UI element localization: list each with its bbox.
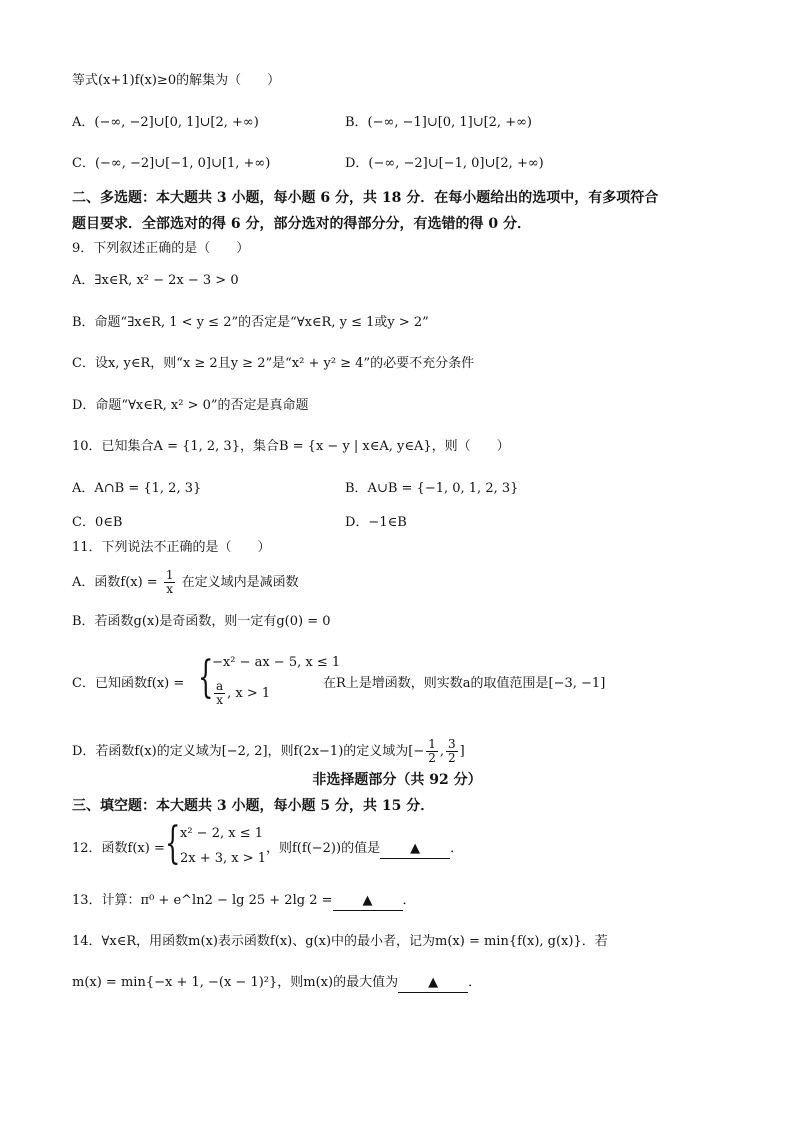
q11-d-denominator2: 2	[448, 751, 456, 765]
q11-a-denominator: x	[166, 582, 174, 596]
q12-answer-blank[interactable]: ▲	[380, 840, 450, 859]
q13-line	[72, 892, 416, 911]
q8-option-c: C．(−∞, −2]∪[−1, 0]∪[1, +∞)	[72, 156, 271, 171]
q10-option-b: B．A∪B = {−1, 0, 1, 2, 3}	[345, 481, 519, 496]
q11-c-brace: {	[198, 652, 214, 703]
q11-option-a	[72, 569, 299, 596]
q10-stem: 10．已知集合A = {1, 2, 3}，集合B = {x − y | x∈A, y∈A}，则（ ）	[72, 439, 510, 454]
q11-d-numerator1: 1	[428, 737, 436, 751]
q11-c-piece2-condition: , x > 1	[227, 686, 271, 701]
q11-c-prefix: C．已知函数f(x) =	[72, 676, 185, 691]
q9-option-c: C．设x, y∈R，则“x ≥ 2且y ≥ 2”是“x² + y² ≥ 4”的必要不充分条件	[72, 356, 475, 371]
q11-a-suffix: 在定义域内是减函数	[181, 575, 299, 590]
q12-suffix	[266, 840, 463, 859]
q13-end: ．	[402, 893, 416, 908]
q12-question: ，则f(f(−2))的值是	[266, 841, 381, 856]
q12-piece2: 2x + 3, x > 1	[180, 851, 267, 866]
q11-c-piece2	[212, 680, 270, 707]
q11-d-suffix: ]	[459, 744, 465, 759]
section3-heading: 三、填空题：本大题共 3 小题，每小题 5 分，共 15 分．	[72, 798, 435, 814]
q14-line2	[72, 974, 481, 993]
q13-answer-blank[interactable]: ▲	[333, 892, 403, 911]
q8-option-b: B．(−∞, −1]∪[0, 1]∪[2, +∞)	[345, 115, 532, 130]
q9-stem: 9．下列叙述正确的是（ ）	[72, 241, 250, 256]
q11-d-fraction2	[446, 738, 458, 765]
q10-option-c: C．0∈B	[72, 515, 123, 530]
q8-option-a: A．(−∞, −2]∪[0, 1]∪[2, +∞)	[72, 115, 259, 130]
q11-d-fraction1	[426, 738, 438, 765]
q8-stem: 等式(x+1)f(x)≥0的解集为（ ）	[72, 73, 281, 88]
q9-option-d: D．命题“∀x∈R, x² > 0”的否定是真命题	[72, 398, 309, 413]
q12-prefix: 12．函数f(x) =	[72, 841, 165, 856]
q11-c-piece2-numerator: a	[216, 679, 224, 693]
q11-a-fraction	[164, 569, 176, 596]
q10-option-a: A．A∩B = {1, 2, 3}	[72, 481, 202, 496]
q11-stem: 11．下列说法不正确的是（ ）	[72, 540, 271, 555]
q12-end: ．	[450, 841, 464, 856]
q14-answer-blank[interactable]: ▲	[398, 974, 468, 993]
q11-d-denominator1: 2	[428, 751, 436, 765]
q11-a-prefix: A．函数f(x) =	[72, 575, 158, 590]
section2-heading-line1: 二、多选题：本大题共 3 小题，每小题 6 分，共 18 分．在每小题给出的选项中，有多项符合	[72, 190, 659, 206]
q8-option-d: D．(−∞, −2]∪[−1, 0]∪[2, +∞)	[345, 156, 544, 171]
q9-option-b: B．命题“∃x∈R, 1 < y ≤ 2”的否定是“∀x∈R, y ≤ 1或y > 2”	[72, 315, 429, 330]
q11-d-numerator2: 3	[448, 737, 456, 751]
q10-option-d: D．−1∈B	[345, 515, 407, 530]
q11-d-separator: ,	[439, 744, 445, 759]
section2-heading-line2: 题目要求．全部选对的得 6 分，部分选对的得部分分，有选错的得 0 分．	[72, 216, 531, 232]
q14-end: ．	[468, 975, 482, 990]
q11-a-numerator: 1	[165, 568, 174, 582]
q12-brace: {	[165, 818, 181, 869]
q12-piece1: x² − 2, x ≤ 1	[180, 826, 263, 841]
q14-expression: m(x) = min{−x + 1, −(x − 1)²}，则m(x)的最大值为	[72, 975, 399, 990]
q9-option-a: A．∃x∈R, x² − 2x − 3 > 0	[72, 273, 239, 288]
part2-title: 非选择题部分（共 92 分）	[312, 772, 482, 788]
q11-c-suffix: 在R上是增函数，则实数a的取值范围是[−3, −1]	[323, 676, 606, 691]
q11-c-piece2-denominator: x	[216, 693, 223, 707]
q11-c-piece2-fraction	[214, 680, 225, 707]
q14-line1: 14．∀x∈R，用函数m(x)表示函数f(x)、g(x)中的最小者，记为m(x) = min{f(x), g(x)}．若	[72, 934, 608, 949]
q13-expression: 13．计算：π⁰ + e^ln2 − lg 25 + 2lg 2 =	[72, 893, 333, 908]
q11-c-piece1: −x² − ax − 5, x ≤ 1	[212, 655, 341, 670]
q11-d-prefix: D．若函数f(x)的定义域为[−2, 2]，则f(2x−1)的定义域为[−	[72, 744, 425, 759]
q11-option-d	[72, 738, 465, 765]
q11-option-b: B．若函数g(x)是奇函数，则一定有g(0) = 0	[72, 614, 331, 629]
